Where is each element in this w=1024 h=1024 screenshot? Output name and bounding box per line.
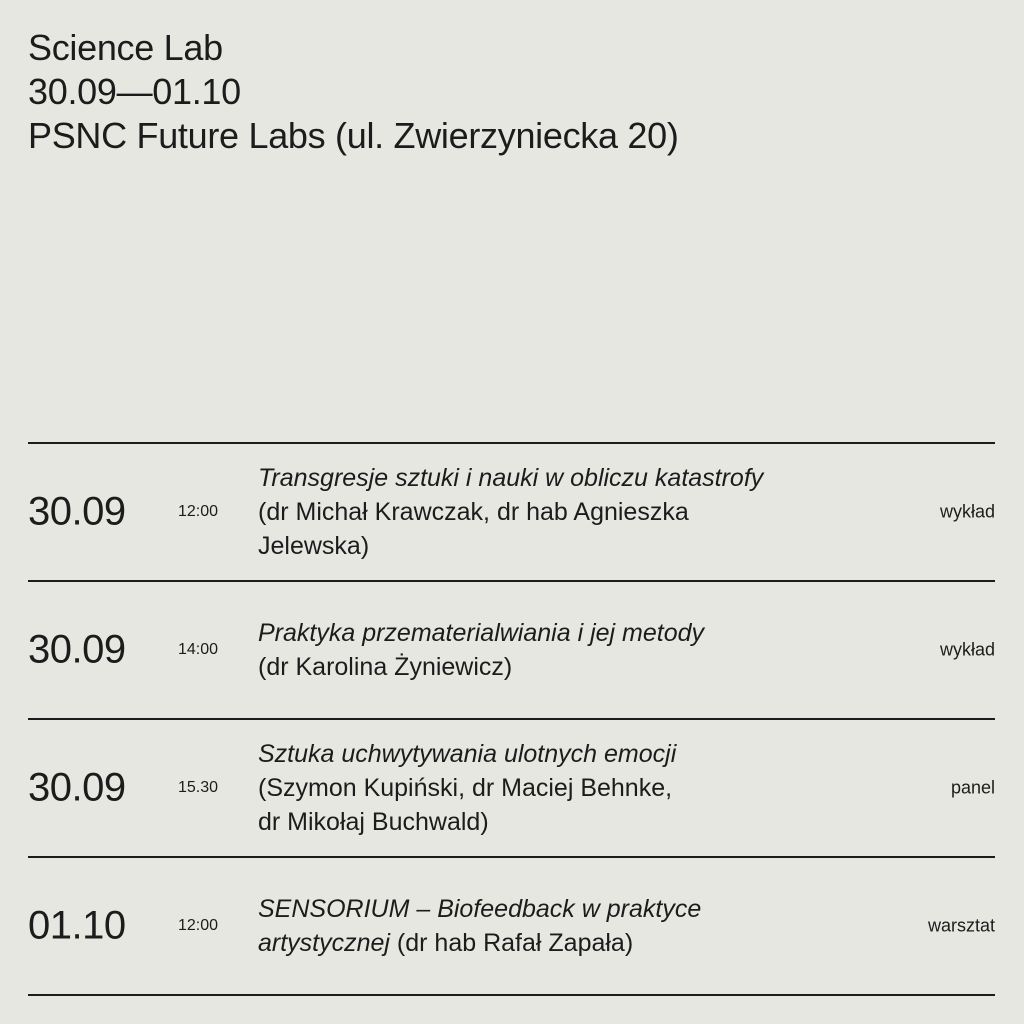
row-description xyxy=(258,737,878,839)
event-date-range: 30.09—01.10 xyxy=(28,71,241,112)
row-title-cont xyxy=(258,926,878,960)
row-description xyxy=(258,461,878,563)
row-speakers-cont: dr Mikołaj Buchwald) xyxy=(258,808,489,836)
row-type: warsztat xyxy=(927,915,995,936)
row-speakers: (Szymon Kupiński, dr Maciej Behnke, xyxy=(258,774,673,802)
row-type: wykład xyxy=(939,501,995,522)
schedule-row xyxy=(28,858,995,996)
row-date: 30.09 xyxy=(28,627,126,672)
row-date: 30.09 xyxy=(28,765,126,810)
row-title: Sztuka uchwytywania ulotnych emocji xyxy=(258,740,677,768)
schedule-row xyxy=(28,582,995,720)
row-time: 12:00 xyxy=(178,917,219,934)
event-venue: PSNC Future Labs (ul. Zwierzyniecka 20) xyxy=(28,115,679,156)
schedule-table xyxy=(28,442,995,996)
row-description xyxy=(258,616,878,684)
row-type: panel xyxy=(950,777,995,798)
row-speakers: (dr Michał Krawczak, dr hab Agnieszka xyxy=(258,498,689,526)
row-type: wykład xyxy=(939,639,995,660)
row-speakers: (dr Karolina Żyniewicz) xyxy=(258,653,513,681)
event-header xyxy=(28,26,679,158)
schedule-row xyxy=(28,444,995,582)
schedule-row xyxy=(28,720,995,858)
row-title: Praktyka przematerialwiania i jej metody xyxy=(258,619,705,647)
row-time: 12:00 xyxy=(178,503,219,520)
row-title: SENSORIUM – Biofeedback w praktyce xyxy=(258,895,702,923)
row-date: 01.10 xyxy=(28,903,126,948)
row-speakers: (dr hab Rafał Zapała) xyxy=(389,929,634,957)
row-date: 30.09 xyxy=(28,489,126,534)
row-speakers-cont: Jelewska) xyxy=(258,532,370,560)
row-time: 15.30 xyxy=(178,779,219,796)
row-title: Transgresje sztuki i nauki w obliczu katastrofy xyxy=(258,464,764,492)
row-title-cont-italic: artystycznej xyxy=(258,929,390,957)
row-description xyxy=(258,892,878,960)
event-title: Science Lab xyxy=(28,27,223,68)
row-time: 14:00 xyxy=(178,641,219,658)
